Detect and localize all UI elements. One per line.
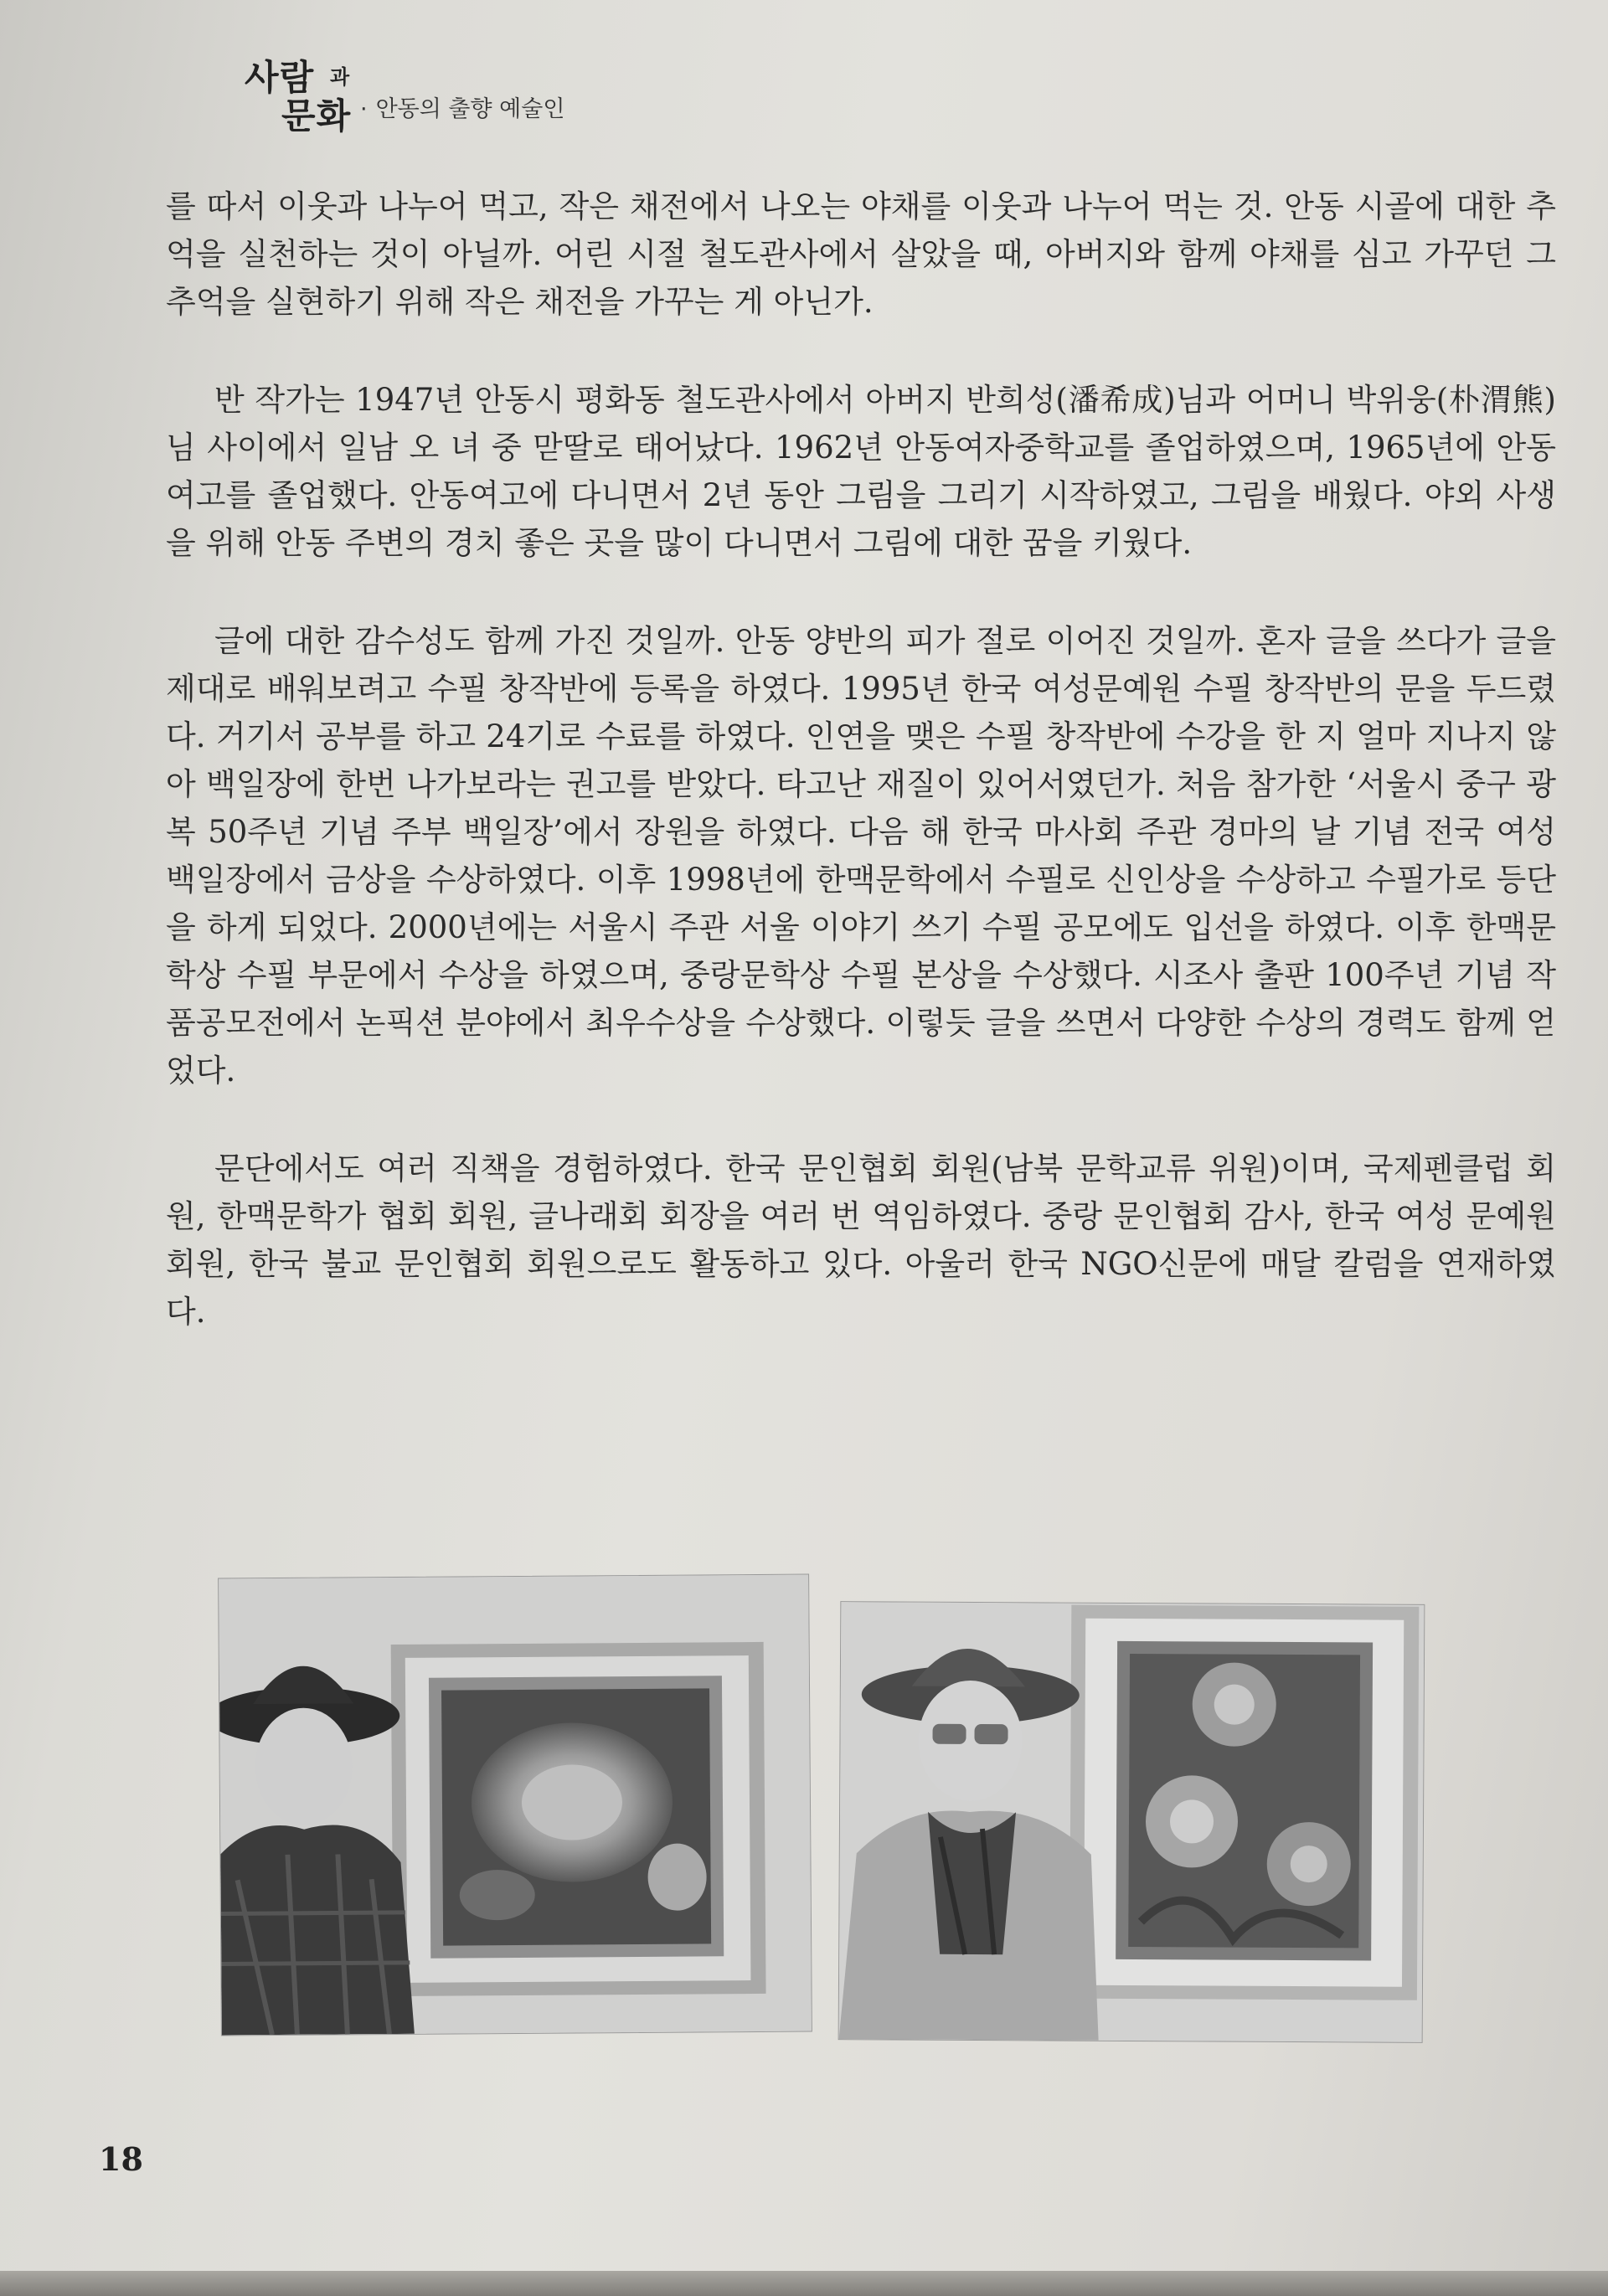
photo-artist-with-painting-1	[218, 1574, 812, 2036]
section-bullet: ·	[360, 96, 368, 122]
magazine-logo	[245, 49, 362, 136]
logo-line1: 사람	[245, 57, 315, 98]
article-body	[166, 183, 1556, 1386]
photo-artist-with-painting-2	[838, 1601, 1425, 2043]
paragraph-4: 문단에서도 여러 직책을 경험하였다. 한국 문인협회 회원(남북 문학교류 위원)이며, 국제펜클럽 회원, 한맥문학가 협회 회원, 글나래회 회장을 여러 번 역임하였다. 중랑 문인협회 감사, 한국 여성 문예원 회원, 한국 불교 문인협회 회원으로도 활동하고 있다. 아울러 한국 NGO신문에 매달 칼럼을 연재하였다.	[166, 1151, 1556, 1330]
logo-line2: 문화	[281, 95, 352, 136]
section-title	[360, 90, 564, 123]
page-bottom-edge	[0, 2271, 1608, 2296]
paragraph-1: 를 따서 이웃과 나누어 먹고, 작은 채전에서 나오는 야채를 이웃과 나누어 먹는 것. 안동 시골에 대한 추억을 실천하는 것이 아닐까. 어린 시절 철도관사에서 살았을 때, 아버지와 함께 야채를 심고 가꾸던 그 추억을 실현하기 위해 작은 채전을 가꾸는 게 아닌가.	[166, 188, 1556, 320]
section-title-text: 안동의 출향 예술인	[375, 96, 565, 122]
page-number: 18	[99, 2140, 143, 2178]
paragraph-3: 글에 대한 감수성도 함께 가진 것일까. 안동 양반의 피가 절로 이어진 것일까. 혼자 글을 쓰다가 글을 제대로 배워보려고 수필 창작반에 등록을 하였다. 1995년 한국 여성문예원 수필 창작반의 문을 두드렸다. 거기서 공부를 하고 24기로 수료를 하였다. 인연을 맺은 수필 창작반에 수강을 한 지 얼마 지나지 않아 백일장에 한번 나가보라는 권고를 받았다. 타고난 재질이 있어서였던가. 처음 참가한 ‘서울시 중구 광복 50주년 기념 주부 백일장’에서 장원을 하였다. 다음 해 한국 마사회 주관 경마의 날 기념 전국 여성 백일장에서 금상을 수상하였다. 이후 1998년에 한맥문학에서 수필로 신인상을 수상하고 수필가로 등단을 하게 되었다. 2000년에는 서울시 주관 서울 이야기 쓰기 수필 공모에도 입선을 하였다. 이후 한맥문학상 수필 부문에서 수상을 하였으며, 중랑문학상 수필 본상을 수상했다. 시조사 출판 100주년 기념 작품공모전에서 논픽션 분야에서 최우수상을 수상했다. 이렇듯 글을 쓰면서 다양한 수상의 경력도 함께 얻었다.	[166, 623, 1556, 1089]
logo-line1-small: 과	[330, 65, 350, 89]
paragraph-2: 반 작가는 1947년 안동시 평화동 철도관사에서 아버지 반희성(潘希成)님과 어머니 박위웅(朴渭熊)님 사이에서 일남 오 녀 중 맏딸로 태어났다. 1962년 안동여자중학교를 졸업하였으며, 1965년에 안동여고를 졸업했다. 안동여고에 다니면서 2년 동안 그림을 그리기 시작하였고, 그림을 배웠다. 야외 사생을 위해 안동 주변의 경치 좋은 곳을 많이 다니면서 그림에 대한 꿈을 키웠다.	[166, 382, 1556, 561]
